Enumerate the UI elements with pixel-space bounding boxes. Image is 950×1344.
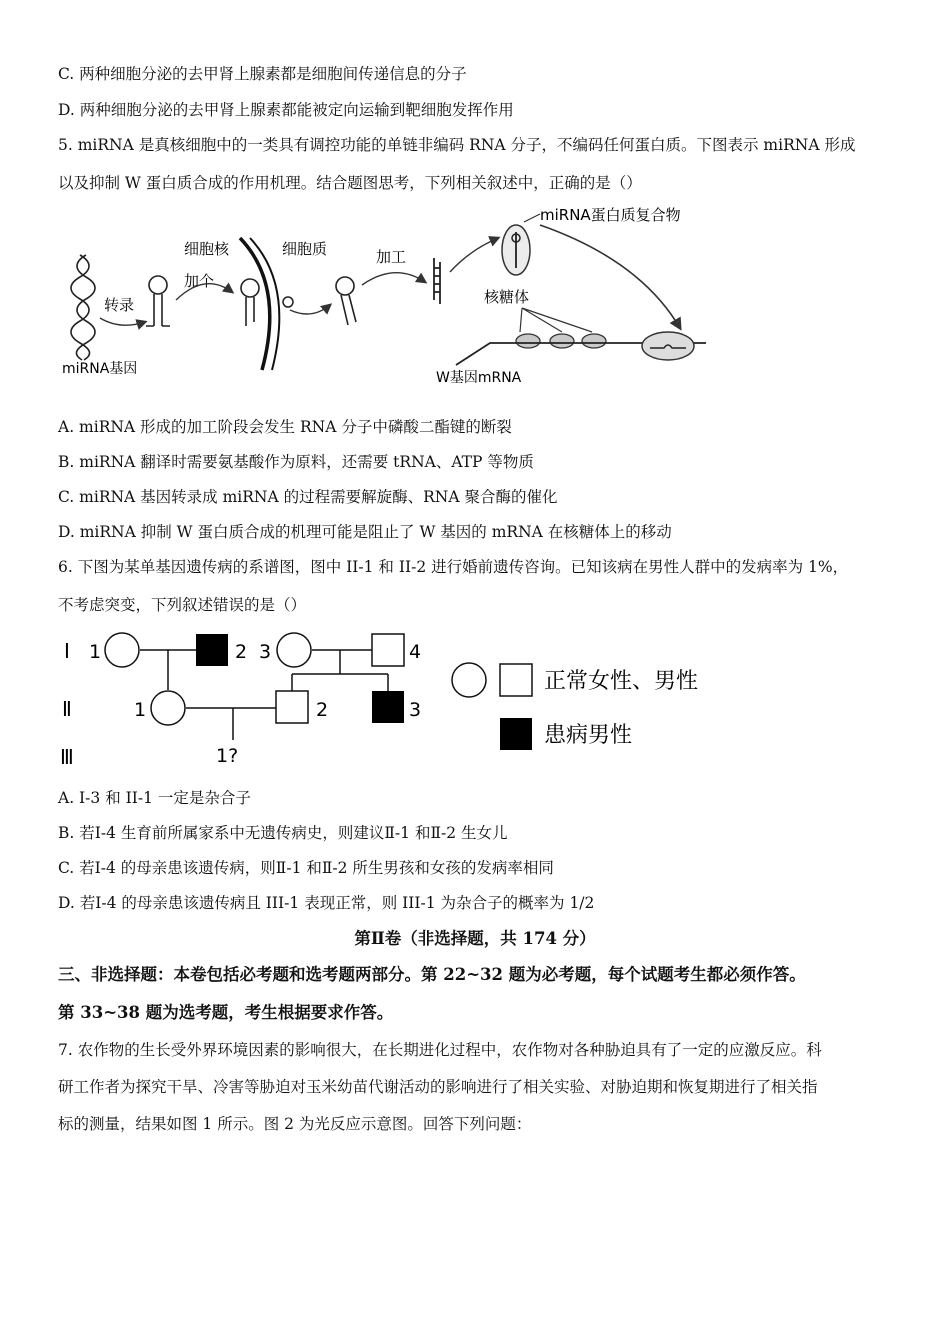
label-i2: 2 — [235, 641, 248, 663]
individual-ii2-normal-male — [276, 691, 308, 723]
label-ii2: 2 — [316, 699, 329, 721]
q6-stem-line1: 6. 下图为某单基因遗传病的系谱图，图中 II-1 和 II-2 进行婚前遗传咨询。已知该病在男性人群中的发病率为 1%， — [58, 558, 849, 576]
individual-i1-normal-female — [105, 633, 139, 667]
section-heading-line2: 第 33~38 题为选考题，考生根据要求作答。 — [58, 1003, 394, 1022]
bound-complex-icon — [642, 332, 694, 360]
q4-option-c: C. 两种细胞分泌的去甲肾上腺素都是细胞间传递信息的分子 — [58, 65, 467, 83]
complex-label: miRNA蛋白质复合物 — [540, 206, 681, 224]
q5-stem-line2: 以及抑制 W 蛋白质合成的作用机理。结合题图思考，下列相关叙述中，正确的是（） — [58, 174, 642, 192]
individual-ii1-normal-female — [151, 691, 185, 725]
generation-ii-label: Ⅱ — [62, 697, 72, 721]
individual-ii3-affected-male — [372, 691, 404, 723]
legend-normal-label: 正常女性、男性 — [544, 669, 699, 694]
individual-i3-normal-female — [277, 633, 311, 667]
q5-option-b: B. miRNA 翻译时需要氨基酸作为原料，还需要 tRNA、ATP 等物质 — [58, 453, 534, 471]
label-i3: 3 — [259, 641, 272, 663]
label-ii3: 3 — [409, 699, 422, 721]
dna-helix-icon — [71, 255, 95, 360]
nucleus-label: 细胞核 — [184, 240, 230, 258]
q7-line1: 7. 农作物的生长受外界环境因素的影响很大，在长期进化过程中，农作物对各种胁迫具有了一定的应激反应。科 — [58, 1041, 822, 1059]
label-iii1: 1? — [216, 745, 239, 767]
q7-line2: 研工作者为探究干旱、冷害等胁迫对玉米幼苗代谢活动的影响进行了相关实验、对胁迫期和恢复期进行了相关指 — [58, 1078, 818, 1096]
pre-mirna-hairpin-icon — [241, 279, 259, 326]
transcription-label: 转录 — [104, 296, 135, 314]
section-heading-line1: 三、非选择题：本卷包括必考题和选考题两部分。第 22~32 题为必考题，每个试题考生都必须作答。 — [58, 965, 806, 984]
q5-option-c: C. miRNA 基因转录成 miRNA 的过程需要解旋酶、RNA 聚合酶的催化 — [58, 488, 558, 506]
q6-option-c: C. 若Ⅰ-4 的母亲患该遗传病，则Ⅱ-1 和Ⅱ-2 所生男孩和女孩的发病率相同 — [58, 859, 554, 877]
q4-option-d: D. 两种细胞分泌的去甲肾上腺素都能被定向运输到靶细胞发挥作用 — [58, 101, 514, 119]
q5-stem-line1: 5. miRNA 是真核细胞中的一类具有调控功能的单链非编码 RNA 分子，不编码任何蛋白质。下图表示 miRNA 形成 — [58, 136, 856, 154]
exported-mirna-hairpin-icon — [336, 277, 356, 325]
q5-option-a: A. miRNA 形成的加工阶段会发生 RNA 分子中磷酸二酯键的断裂 — [58, 418, 512, 436]
q6-option-a: A. Ⅰ-3 和 II-1 一定是杂合子 — [58, 789, 251, 807]
legend-male-symbol — [500, 664, 532, 696]
mirna-gene-label: miRNA基因 — [62, 361, 138, 377]
mirna-protein-complex-icon — [502, 225, 530, 275]
individual-i4-normal-male — [372, 634, 404, 666]
cytoplasm-label: 细胞质 — [282, 240, 328, 258]
mirna-duplex-icon — [434, 258, 440, 304]
legend-affected-symbol — [500, 718, 532, 750]
pri-mirna-hairpin-icon — [146, 276, 170, 326]
ribosome-icons — [516, 334, 606, 348]
legend-affected-label: 患病男性 — [544, 723, 633, 748]
w-mrna-label: W基因mRNA — [436, 370, 522, 386]
q6-option-b: B. 若Ⅰ-4 生育前所属家系中无遗传病史，则建议Ⅱ-1 和Ⅱ-2 生女儿 — [58, 824, 508, 842]
pedigree-chart — [0, 622, 950, 777]
label-i4: 4 — [409, 641, 422, 663]
q6-stem-line2: 不考虑突变，下列叙述错误的是（） — [58, 596, 307, 614]
generation-i-label: Ⅰ — [64, 639, 70, 663]
process-2-label: 加工 — [376, 248, 407, 266]
q6-option-d: D. 若Ⅰ-4 的母亲患该遗传病且 III-1 表现正常，则 III-1 为杂合子的概率为 1/2 — [58, 894, 595, 912]
individual-i2-affected-male — [196, 634, 228, 666]
label-ii1: 1 — [134, 699, 147, 721]
ribosome-label: 核糖体 — [484, 288, 530, 306]
q5-option-d: D. miRNA 抑制 W 蛋白质合成的机理可能是阻止了 W 基因的 mRNA 在核糖体上的移动 — [58, 523, 672, 541]
legend-female-symbol — [452, 663, 486, 697]
section-title: 第Ⅱ卷（非选择题，共 174 分） — [354, 929, 596, 948]
generation-iii-label: Ⅲ — [60, 745, 74, 769]
label-i1: 1 — [89, 641, 102, 663]
q7-line3: 标的测量，结果如图 1 所示。图 2 为光反应示意图。回答下列问题： — [58, 1115, 532, 1133]
process-1-label: 加个 — [184, 272, 215, 290]
mirna-mechanism-figure — [0, 195, 950, 395]
